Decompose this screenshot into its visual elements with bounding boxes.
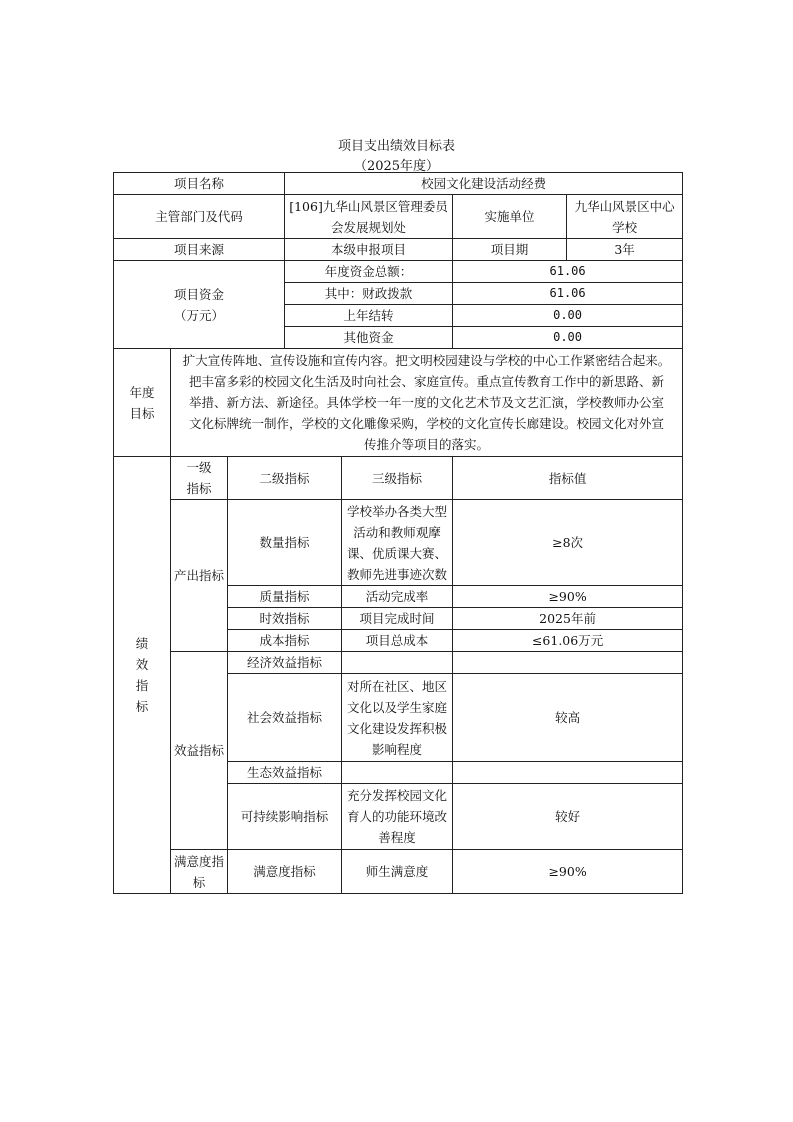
dept-value-line: [106]九华山风景区管理委员 — [289, 198, 448, 214]
impl-unit-value — [567, 195, 683, 239]
header-level2: 二级指标 — [228, 457, 342, 500]
quantity-level3-line: 教师先进事迹次数 — [347, 566, 448, 582]
cost-value: ≤61.06万元 — [453, 630, 683, 652]
annual-goal-line: 传推介等项目的落实。 — [364, 437, 490, 452]
quality-label: 质量指标 — [228, 586, 342, 608]
social-level3 — [342, 674, 453, 762]
table-year: （2025年度） — [353, 159, 440, 174]
annual-goal-line: 文化标牌统一制作，学校的文化雕像采购，学校的文化宣传长廊建设。校园文化对外宣 — [189, 416, 665, 431]
annual-goal-line: 举措、新方法、新途径。具体学校一年一度的文化艺术节及文艺汇演，学校教师办公室 — [189, 395, 665, 410]
funds-row-value: 61.06 — [453, 261, 683, 283]
impl-unit-value-line: 九华山风景区中心 — [574, 198, 675, 214]
social-level3-line: 影响程度 — [372, 741, 423, 757]
sustainable-level3-line: 善程度 — [378, 830, 416, 845]
quantity-label: 数量指标 — [228, 500, 342, 586]
ecological-label: 生态效益指标 — [228, 762, 342, 784]
funds-label-line: 项目资金 — [174, 286, 225, 302]
quantity-level3-line: 学校举办各类大型 — [347, 503, 448, 519]
annual-goal-label-line: 年度 — [129, 384, 155, 400]
satisfaction-label-line: 标 — [192, 874, 206, 890]
funds-row-value: 0.00 — [453, 327, 683, 349]
performance-label-char: 绩 — [135, 636, 149, 651]
sustainable-level3-line: 充分发挥校园文化 — [347, 788, 448, 803]
table-row — [114, 457, 683, 500]
quality-value: ≥90% — [453, 586, 683, 608]
satisfaction-level2: 满意度指标 — [228, 850, 342, 894]
economic-level3 — [342, 652, 453, 674]
impl-unit-label: 实施单位 — [453, 195, 567, 239]
annual-goal-text — [171, 349, 683, 457]
funds-row-label: 其中：财政拨款 — [285, 283, 453, 305]
sustainable-level3 — [342, 784, 453, 850]
quantity-level3-line: 课、优质课大赛、 — [347, 545, 448, 561]
social-level3-line: 对所在社区、地区 — [347, 678, 448, 694]
benefit-label: 效益指标 — [171, 652, 228, 850]
dept-value-line: 会发展规划处 — [331, 219, 407, 235]
annual-goal-label-line: 目标 — [129, 405, 155, 421]
satisfaction-label — [171, 850, 228, 894]
header-level1-line: 指标 — [186, 481, 212, 496]
economic-value — [453, 652, 683, 674]
funds-row-value: 0.00 — [453, 305, 683, 327]
economic-label: 经济效益指标 — [228, 652, 342, 674]
funds-row-label: 年度资金总额： — [285, 261, 453, 283]
table-row — [114, 261, 683, 283]
annual-goal-line: 扩大宣传阵地、宣传设施和宣传内容。把文明校园建设与学校的中心工作紧密结合起来。 — [182, 353, 671, 368]
header-level3: 三级指标 — [342, 457, 453, 500]
header-value: 指标值 — [453, 457, 683, 500]
dept-label: 主管部门及代码 — [114, 195, 285, 239]
satisfaction-label-line: 满意度指 — [173, 853, 224, 869]
period-label: 项目期 — [453, 239, 567, 261]
ecological-value — [453, 762, 683, 784]
table-row — [114, 173, 683, 195]
annual-goal-label — [114, 349, 171, 457]
social-level3-line: 文化建设发挥积极 — [347, 720, 448, 736]
header-level1 — [171, 457, 228, 500]
funds-row-label: 上年结转 — [285, 305, 453, 327]
project-name-value: 校园文化建设活动经费 — [285, 173, 683, 195]
project-name-label: 项目名称 — [114, 173, 285, 195]
funds-row-value: 61.06 — [453, 283, 683, 305]
annual-goal-line: 把丰富多彩的校园文化生活及时向社会、家庭宣传。重点宣传教育工作中的新思路、新 — [189, 374, 665, 389]
funds-label-line: （万元） — [174, 307, 225, 323]
social-value: 较高 — [453, 674, 683, 762]
sustainable-level3-line: 育人的功能环境改 — [347, 809, 448, 824]
table-row — [114, 349, 683, 457]
output-label: 产出指标 — [171, 500, 228, 652]
cost-level3: 项目总成本 — [342, 630, 453, 652]
quality-level3: 活动完成率 — [342, 586, 453, 608]
satisfaction-value: ≥90% — [453, 850, 683, 894]
cost-label: 成本指标 — [228, 630, 342, 652]
ecological-level3 — [342, 762, 453, 784]
funds-label — [114, 261, 285, 349]
dept-value — [285, 195, 453, 239]
performance-label-char: 标 — [135, 699, 149, 714]
social-level3-line: 文化以及学生家庭 — [347, 699, 448, 715]
table-row — [114, 850, 683, 894]
impl-unit-value-line: 学校 — [612, 219, 638, 235]
quantity-level3-line: 活动和教师观摩 — [353, 524, 441, 540]
period-value: 3年 — [567, 239, 683, 261]
table-row — [114, 239, 683, 261]
timeliness-value: 2025年前 — [453, 608, 683, 630]
table-row — [114, 500, 683, 586]
sustainable-value: 较好 — [453, 784, 683, 850]
performance-label-char: 效 — [135, 657, 149, 672]
timeliness-level3: 项目完成时间 — [342, 608, 453, 630]
performance-label-char: 指 — [135, 678, 149, 693]
quantity-level3 — [342, 500, 453, 586]
quantity-value: ≥8次 — [453, 500, 683, 586]
header-level1-line: 一级 — [186, 460, 212, 475]
table-title: 项目支出绩效目标表 — [337, 139, 455, 154]
timeliness-label: 时效指标 — [228, 608, 342, 630]
social-label: 社会效益指标 — [228, 674, 342, 762]
sustainable-label: 可持续影响指标 — [228, 784, 342, 850]
table-row — [114, 652, 683, 674]
performance-goal-table — [113, 172, 683, 894]
satisfaction-level3: 师生满意度 — [342, 850, 453, 894]
table-row — [114, 195, 683, 239]
performance-label — [114, 457, 171, 894]
source-label: 项目来源 — [114, 239, 285, 261]
source-value: 本级申报项目 — [285, 239, 453, 261]
funds-row-label: 其他资金 — [285, 327, 453, 349]
